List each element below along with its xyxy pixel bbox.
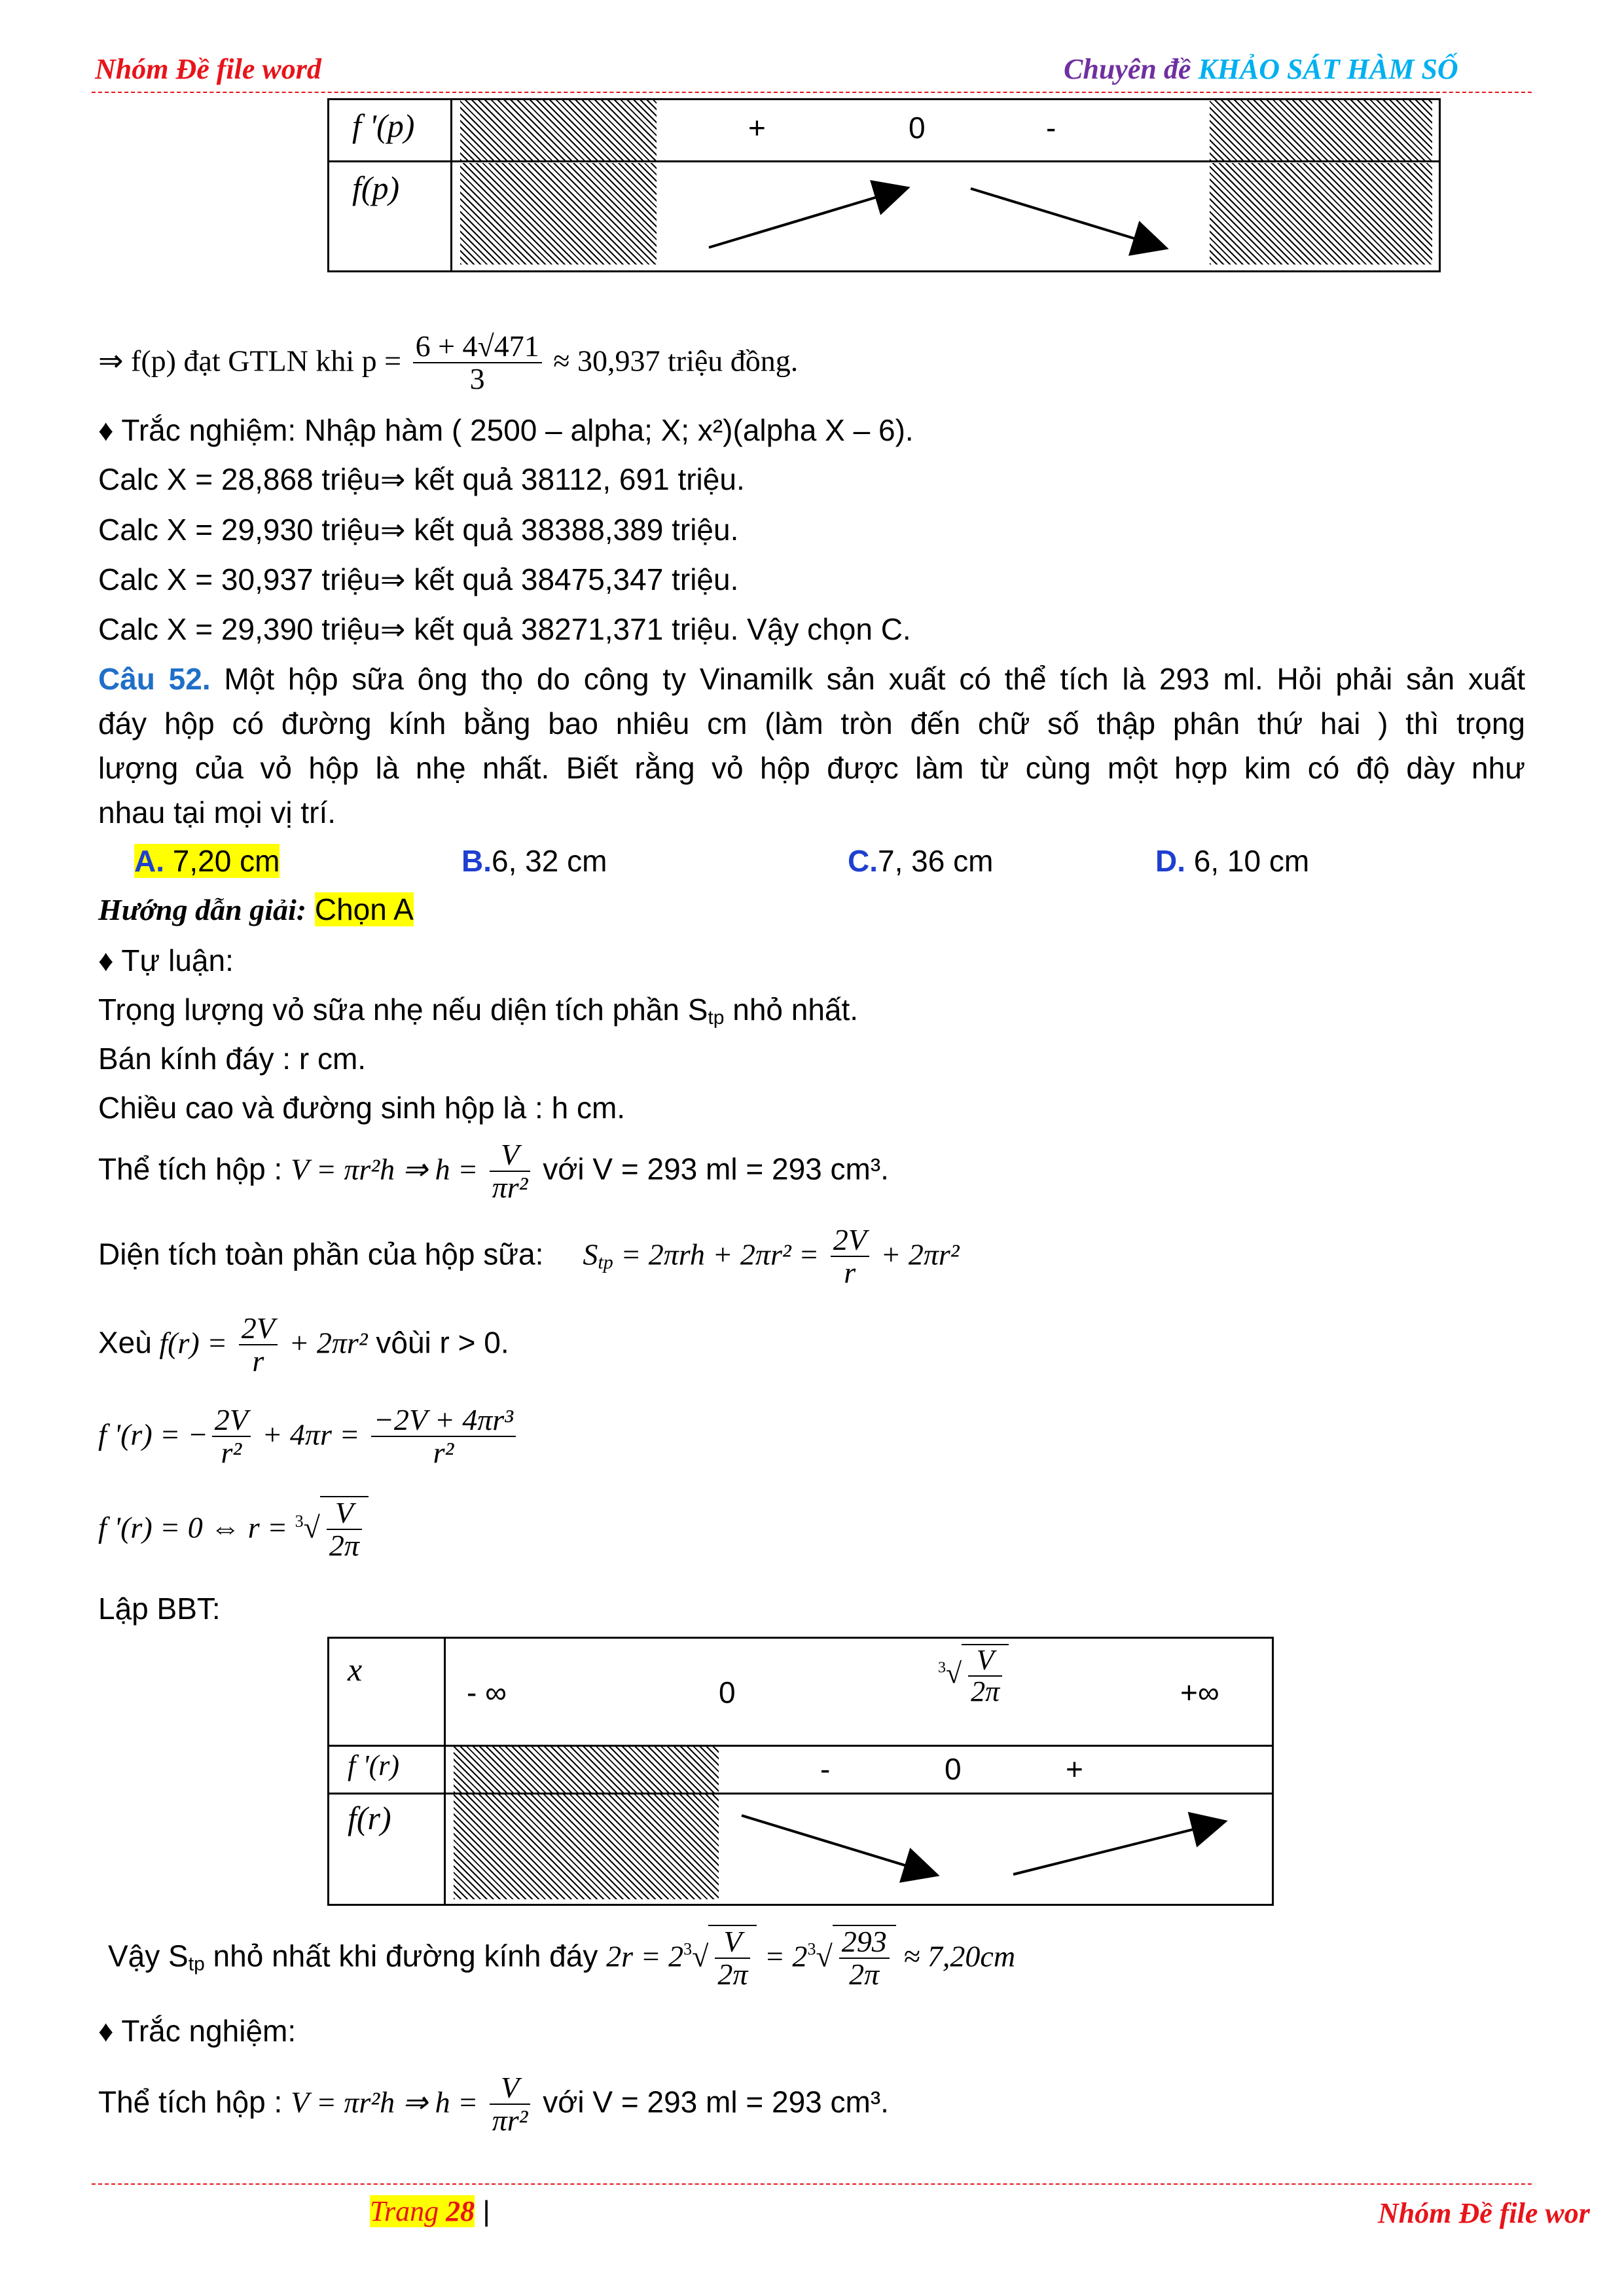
header-right — [1064, 52, 1458, 86]
derivative-fraction-1: $\frac{2V}{\text{r²}}$ — [212, 1404, 251, 1469]
table2-arrow-down — [742, 1815, 935, 1874]
header-divider — [92, 92, 1532, 93]
question-line-1: Câu 52. Một hộp sữa ông thọ do công ty Vinamilk sản xuất có thể tích là 293 ml. Hỏi phải sản xuất — [98, 662, 1525, 696]
gtln-line: ⇒ f(p) đạt GTLN khi p = $\frac{6 + 4√471}{3}$ ≈ 30,937 triệu đồng. — [98, 329, 799, 396]
trac-nghiem-line: ♦ Trắc nghiệm: Nhập hàm ( 2500 – alpha; X; x²)(alpha X – 6). — [98, 413, 914, 447]
table1-arrow-down — [971, 189, 1164, 247]
option-c: C.7, 36 cm — [848, 844, 994, 878]
conclusion-fraction-1: $\frac{V}{2\pi}$ — [715, 1926, 750, 1991]
calc-line-3: Calc X = 30,937 triệu⇒ kết quả 38475,347 triệu. — [98, 562, 739, 596]
table1-row1-label: f '(p) — [352, 107, 415, 144]
volume-formula-line-2: Thể tích hộp : V = πr²h ⇒ h = $\frac{V}{\text{πr²}}$ với V = 293 ml = 293 cm³. — [98, 2071, 889, 2138]
table2-x-root: $^3$√ $\frac{V}{2\pi}$ — [938, 1644, 1009, 1707]
table1-arrow-up — [709, 189, 905, 247]
option-d: D. 6, 10 cm — [1155, 844, 1310, 878]
guide-line: Hướng dẫn giải: Chọn A — [98, 892, 414, 926]
surface-fraction: $\frac{2V}{r}$ — [831, 1224, 869, 1289]
derivative-fraction-2: $\frac{\text{−2V + 4πr³}}{\text{r²}}$ — [371, 1404, 516, 1469]
volume-fraction: $\frac{V}{\text{πr²}}$ — [490, 1139, 531, 1204]
function-fraction: $\frac{2V}{r}$ — [239, 1313, 278, 1377]
table2-x-neg-inf: - ∞ — [467, 1675, 507, 1709]
calc-line-2: Calc X = 29,930 triệu⇒ kết quả 38388,389 triệu. — [98, 513, 739, 547]
critical-point-line: f '(r) = 0 ⇔ r = $^3$√ $\frac{V}{2\pi}$ — [98, 1496, 369, 1562]
footer-right: Nhóm Đề file wor — [1378, 2197, 1590, 2229]
header-right-prefix: Chuyên đề — [1064, 53, 1199, 85]
question-line-4: nhau tại mọi vị trí. — [98, 795, 336, 829]
header-right-topic: KHẢO SÁT HÀM SỐ — [1198, 53, 1458, 85]
header-left: Nhóm Đề file word — [95, 53, 321, 85]
tu-luan-heading: ♦ Tự luận: — [98, 943, 234, 977]
surface-formula-line: Diện tích toàn phần của hộp sữa: $S_{tp} = 2\pi rh + 2\pi r^2$ = $\frac{2V}{r}$ + 2πr² — [98, 1223, 960, 1290]
volume-formula-line: Thể tích hộp : V = πr²h ⇒ h = $\frac{V}{\text{πr²}}$ với V = 293 ml = 293 cm³. — [98, 1138, 889, 1205]
variation-table — [327, 1637, 1274, 1906]
table1-arrows — [329, 100, 1439, 270]
table1-sign-zero: 0 — [909, 111, 926, 145]
option-b: B.6, 32 cm — [461, 844, 607, 878]
calc-line-1: Calc X = 28,868 triệu⇒ kết quả 38112, 691 triệu. — [98, 462, 745, 496]
calc-line-4: Calc X = 29,390 triệu⇒ kết quả 38271,371 triệu. Vậy chọn C. — [98, 612, 911, 646]
gtln-fraction: $\frac{6 + 4√471}{3}$ — [413, 331, 542, 395]
trac-nghiem-heading: ♦ Trắc nghiệm: — [98, 2014, 297, 2048]
table1-sign-minus: - — [1046, 111, 1056, 145]
critical-point-fraction: $\frac{V}{2\pi}$ — [327, 1497, 362, 1562]
question-label: Câu 52. — [98, 662, 211, 696]
derivative-line: f '(r) = − $\frac{2V}{\text{r²}}$ + 4πr = $\frac{\text{−2V + 4πr³}}{\text{r²}}$ — [98, 1404, 520, 1469]
table2-row3-label: f(r) — [348, 1800, 391, 1836]
conclusion-line: Vậy $S_{tp}$ nhỏ nhất khi đường kính đáy $2r = 2^3√$ $\frac{V}{2\pi}$ = $2^3√$ $\frac{293}{2\pi}$ ≈ 7,20cm — [108, 1925, 1016, 1992]
footer-page: Trang 28 | — [370, 2195, 490, 2227]
table2-x-zero: 0 — [719, 1675, 736, 1709]
table2-arrow-up — [1013, 1822, 1223, 1874]
option-a: A. 7,20 cm — [134, 844, 280, 878]
table1-row2-label: f(p) — [352, 170, 400, 206]
table2-sign-minus: - — [820, 1752, 831, 1786]
footer-divider — [92, 2183, 1532, 2185]
question-line-2: đáy hộp có đường kính bằng bao nhiêu cm (làm tròn đến chữ số thập phân thứ hai ) thì trọng — [98, 706, 1525, 740]
function-definition-line: Xeù f(r) = $\frac{2V}{r}$ + 2πr² vôùi r > 0. — [98, 1311, 509, 1378]
solution-line-3: Chiều cao và đường sinh hộp là : h cm. — [98, 1091, 626, 1125]
bbt-heading: Lập BBT: — [98, 1592, 221, 1626]
table2-row2-label: f '(r) — [348, 1749, 400, 1781]
sign-table-1 — [327, 98, 1441, 272]
solution-line-2: Bán kính đáy : r cm. — [98, 1042, 367, 1076]
table2-sign-zero: 0 — [945, 1752, 962, 1786]
table1-sign-plus: + — [748, 111, 766, 145]
table2-x-label: x — [348, 1651, 363, 1688]
table2-sign-plus: + — [1066, 1752, 1083, 1786]
solution-line-1: Trọng lượng vỏ sữa nhẹ nếu diện tích phần $S_{tp}$ nhỏ nhất. — [98, 993, 859, 1029]
volume-fraction-2: $\frac{V}{\text{πr²}}$ — [490, 2072, 531, 2137]
question-line-3: lượng của vỏ hộp là nhẹ nhất. Biết rằng vỏ hộp được làm từ cùng một hợp kim có độ dày như — [98, 751, 1525, 785]
table2-x-pos-inf: +∞ — [1180, 1675, 1219, 1709]
table2-arrows — [329, 1639, 1272, 1904]
conclusion-fraction-2: $\frac{293}{2\pi}$ — [839, 1926, 890, 1991]
